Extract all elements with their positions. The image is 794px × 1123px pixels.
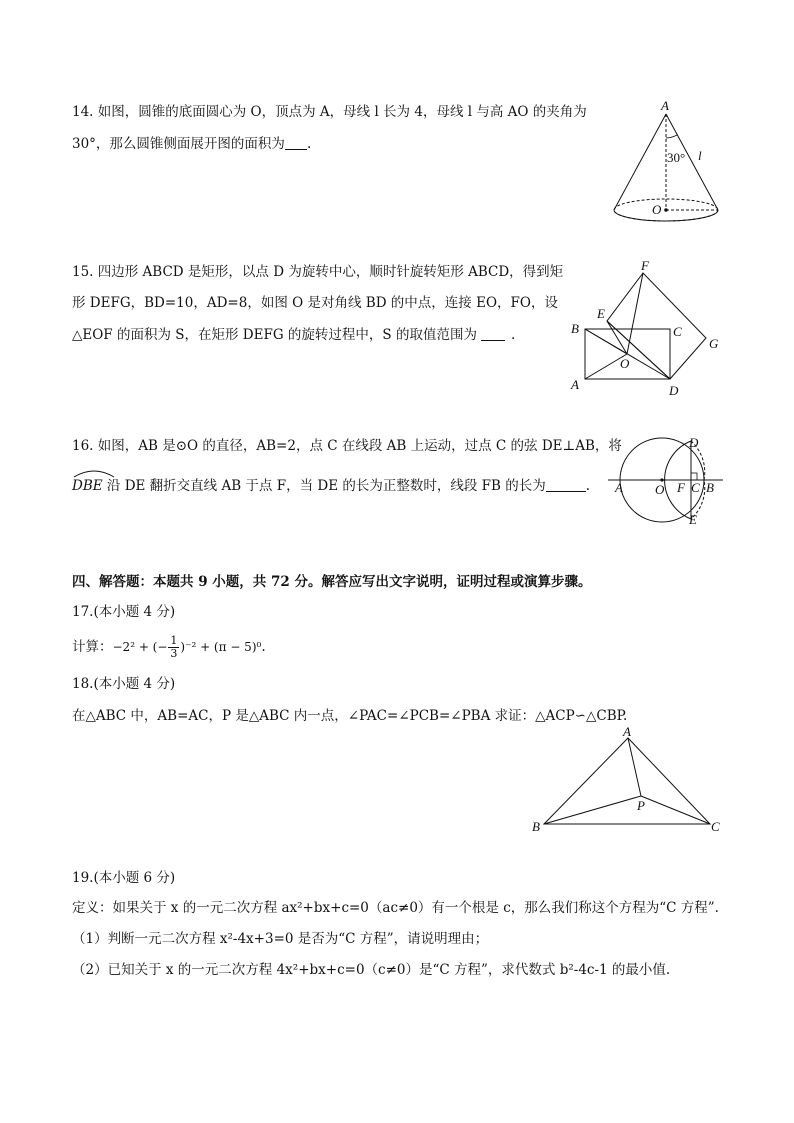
q15-label-F: F [641,258,649,273]
q14-answer-blank[interactable] [285,135,307,150]
q15-label-O: O [620,356,630,371]
q19-part-2: （2）已知关于 x 的一元二次方程 4x²+bx+c=0（c≠0）是“C 方程”，求代数式 b²-4c-1 的最小值. [72,962,671,978]
q19-title: 19.(本小题 6 分) [72,870,176,886]
q16-label-F: F [677,480,685,495]
q17-prefix: 计算： [72,639,113,655]
q17-expression [72,634,266,660]
q18-triangle-figure [530,724,730,838]
q15-label-E: E [597,306,605,321]
q16-line-2-text: 沿 DE 翻折交直线 AB 于点 F，当 DE 的长为正整数时，线段 FB 的长为 [106,478,546,494]
q14-line-1: 14. 如图，圆锥的底面圆心为 O，顶点为 A，母线 l 长为 4，母线 l 与高 AO 的夹角为 [72,104,587,120]
q17-fraction [168,635,179,660]
q16-answer-blank[interactable] [546,477,586,492]
q16-label-B: B [706,480,714,495]
q16-end: . [585,478,591,494]
q16-label-C: C [691,480,700,495]
q17-frac-den: 3 [170,647,178,660]
q19-part-1: （1）判断一元二次方程 x²-4x+3=0 是否为“C 方程”，请说明理由； [72,931,489,947]
q14-line-2-text: 30°，那么圆锥侧面展开图的面积为 [72,136,285,152]
q17-end: . [261,639,266,655]
q18-label-A: A [623,724,631,739]
q17-frac-num: 1 [170,634,178,647]
q16-arc-dbe [72,472,103,496]
q17-title: 17.(本小题 4 分) [72,604,176,620]
q16-arc-mark [72,468,116,478]
q15-label-G: G [709,336,719,351]
q18-label-B: B [532,819,540,834]
q19-definition: 定义：如果关于 x 的一元二次方程 ax²+bx+c=0（ac≠0）有一个根是 c，那么我们称这个方程为“C 方程”. [72,900,719,916]
q16-label-O: O [655,482,665,497]
q15-answer-blank[interactable] [481,326,505,341]
q15-label-C: C [673,324,682,339]
q16-label-D: D [689,435,699,450]
q18-label-P: P [637,798,645,813]
q14-label-l: l [698,148,702,163]
q14-label-A: A [661,98,669,113]
section-4-heading: 四、解答题：本题共 9 小题，共 72 分。解答应写出文字说明，证明过程或演算步骤。 [72,574,592,590]
q15-line-3-text: △EOF 的面积为 S，在矩形 DEFG 的旋转过程中，S 的取值范围为 [72,327,477,343]
q18-label-C: C [711,819,720,834]
q18-title: 18.(本小题 4 分) [72,676,176,692]
q16-arc-label: DBE [72,478,103,494]
q14-end: . [306,136,312,152]
q15-line-1: 15. 四边形 ABCD 是矩形，以点 D 为旋转中心，顺时针旋转矩形 ABCD，得到矩 [72,264,564,280]
q15-end: . [510,327,516,343]
q15-label-D: D [669,383,679,398]
q16-line-1: 16. 如图，AB 是⊙O 的直径，AB=2，点 C 在线段 AB 上运动，过点 C 的弦 DE⊥AB，将 [72,438,622,454]
q16-label-E: E [689,512,697,527]
q15-rectangle-figure [565,258,735,403]
q18-body: 在△ABC 中，AB=AC，P 是△ABC 内一点，∠PAC=∠PCB=∠PBA 求证：△ACP∽△CBP. [72,708,628,724]
q15-line-2: 形 DEFG，BD=10，AD=8，如图 O 是对角线 BD 的中点，连接 EO，FO，设 [72,295,558,311]
q15-label-A: A [571,377,579,392]
q14-label-angle: 30° [667,150,686,165]
q14-label-O: O [652,202,662,217]
q15-label-B: B [571,321,579,336]
q17-expr-a: −2² + (− [112,640,168,654]
q16-label-A: A [615,480,623,495]
q14-cone-figure [605,100,735,225]
q15-line-3 [72,325,515,345]
q17-expr-b: )⁻² + (π − 5)⁰ [180,640,262,654]
q16-line-2 [72,472,590,496]
q16-circle-figure [605,430,735,530]
q14-line-2 [72,134,311,154]
